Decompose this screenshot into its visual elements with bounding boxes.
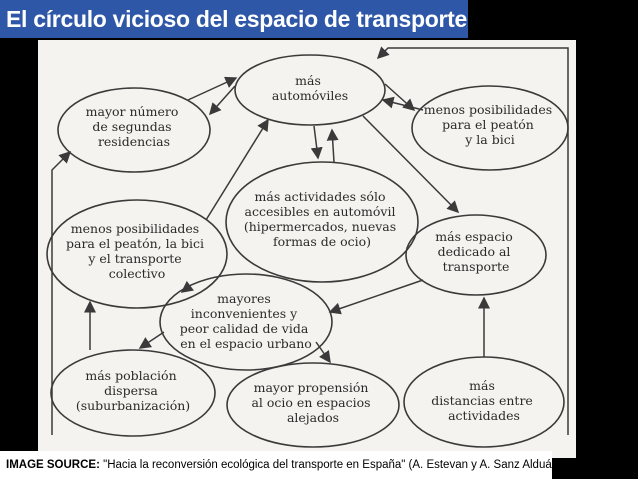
image-source-caption (0, 451, 562, 479)
slide-title: El círculo vicioso del espacio de transporte (0, 0, 468, 38)
label-distancias: más distancias entre actividades (431, 378, 533, 423)
label-inconvenientes: mayores inconvenientes y peor calidad de vida en el espacio urbano (179, 291, 312, 351)
arrow-left-loop (52, 152, 70, 435)
arrow-residencias-to-automoviles (188, 78, 236, 100)
arrow-inconvenientes-to-ocio (316, 342, 330, 362)
label-menos-peaton-bici: menos posibilidades para el peatón y la bici (423, 102, 553, 147)
label-ocio-alejados: mayor propensión al ocio en espacios alejados (251, 380, 371, 425)
cycle-diagram (38, 40, 576, 458)
label-espacio-transporte: más espacio dedicado al transporte (435, 229, 513, 274)
arrow-actividades-to-automoviles (332, 130, 334, 162)
label-mas-automoviles: más automóviles (271, 73, 349, 103)
caption-label: IMAGE SOURCE: (6, 459, 100, 471)
arrow-automoviles-to-residencias (210, 86, 235, 114)
label-poblacion-dispersa: más población dispersa (suburbanización) (75, 368, 191, 413)
caption-text: "Hacia la reconversión ecológica del transporte en España" (A. Estevan y A. Sanz Alduán) (103, 459, 562, 471)
arrow-menos-peaton-to-automoviles (383, 100, 423, 110)
label-actividades-automovil: más actividades sólo accesibles en automóvil (hipermercados, nuevas formas de ocio) (243, 189, 397, 249)
label-menos-peaton-bici-transporte: menos posibilidades para el peatón, la bici y el transporte colectivo (65, 221, 205, 281)
arrow-automoviles-to-actividades (314, 126, 318, 158)
arrow-espacio-to-inconvenientes (330, 280, 423, 312)
node-labels (66, 73, 556, 425)
label-segundas-residencias: mayor número de segundas residencias (85, 104, 179, 149)
diagram-scan (38, 40, 576, 458)
arrow-inconvenientes-to-poblacion (140, 332, 164, 348)
